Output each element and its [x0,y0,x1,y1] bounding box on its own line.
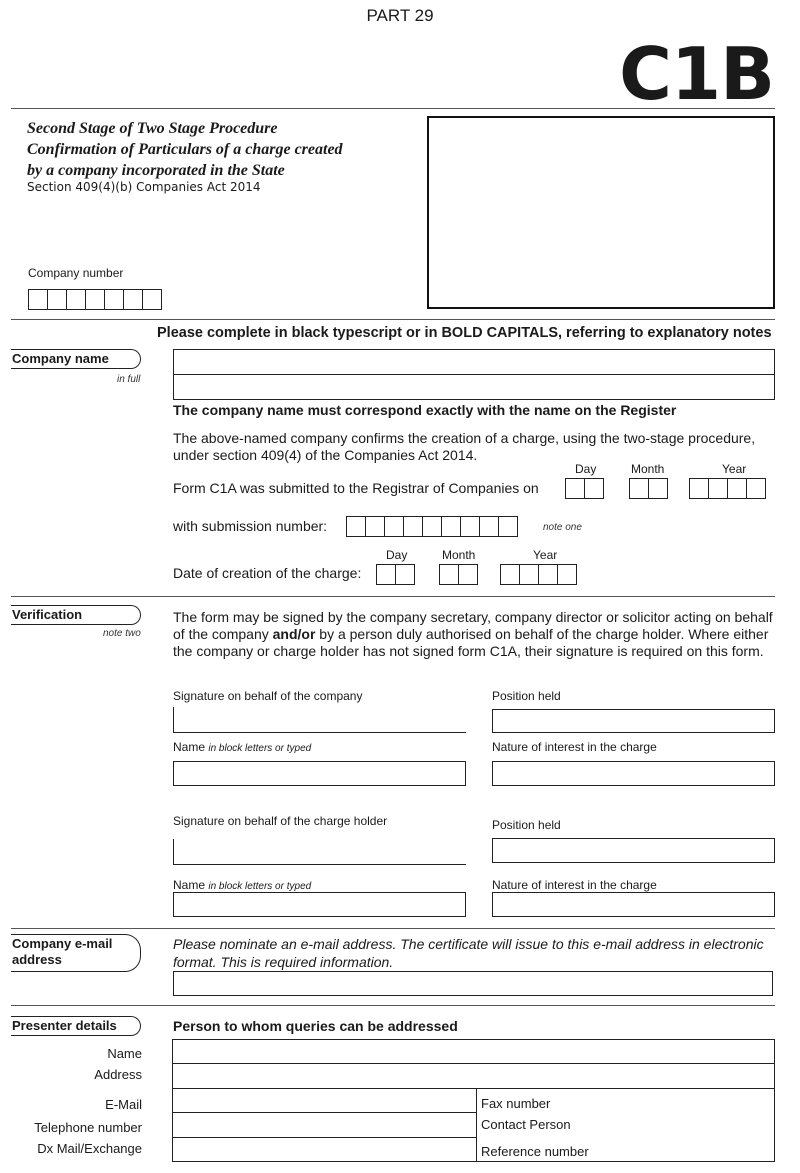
divider [11,1005,775,1006]
name-match-notice: The company name must correspond exactly with the name on the Register [173,402,677,418]
divider [11,928,775,929]
email-tag-line: Company e-mail [12,936,113,951]
section-reference: Section 409(4)(b) Companies Act 2014 [27,180,261,194]
and-or-emphasis: and/or [272,626,316,642]
nature-interest-label: Nature of interest in the charge [492,740,657,754]
company-signature-field[interactable] [173,707,466,733]
presenter-address-field[interactable] [172,1063,775,1089]
in-full-note: in full [117,374,141,385]
form-title [27,118,343,181]
sig-holder-label: Signature on behalf of the charge holder [173,814,388,828]
month-label: Month [631,462,665,476]
nature-interest-label: Nature of interest in the charge [492,878,657,892]
presenter-address-label: Address [94,1067,142,1082]
c1a-day-input[interactable] [565,478,603,499]
name-label [173,878,311,892]
name-note: in block letters or typed [208,881,312,892]
title-line: by a company incorporated in the State [27,162,285,179]
verification-text: The form may be signed by the company secretary, company director or solicitor acting on behalf of the company and/or by a person duly authorised on behalf of the charge holder. Where either the company or charge holder has not signed form C1A, their signature is required on this form. [173,609,773,659]
presenter-name-field[interactable] [172,1039,775,1064]
title-line: Second Stage of Two Stage Procedure [27,120,278,137]
submission-number-input[interactable] [346,516,517,537]
presenter-dx-label: Dx Mail/Exchange [37,1141,142,1156]
creation-month-input[interactable] [439,564,477,585]
email-tag [11,934,141,972]
name-note: in block letters or typed [208,743,312,754]
month-label: Month [442,548,476,562]
confirmation-text: The above-named company confirms the creation of a charge, using the two-stage procedure, under section 409(4) of the Companies Act 2014. [173,430,756,463]
presenter-email-label: E-Mail [105,1097,142,1112]
name-label-text: Name [173,740,206,754]
year-label: Year [722,462,747,476]
company-position-field[interactable] [492,709,775,733]
official-stamp-box [427,116,775,309]
creation-date-label: Date of creation of the charge: [173,565,362,581]
company-nature-interest-field[interactable] [492,761,775,786]
company-number-input[interactable] [28,289,161,310]
c1a-month-input[interactable] [629,478,667,499]
note-one: note one [543,522,582,533]
company-signatory-name-field[interactable] [173,761,466,786]
note-two: note two [103,628,141,639]
presenter-heading: Person to whom queries can be addressed [173,1018,458,1034]
part-label: PART 29 [366,6,434,25]
holder-nature-interest-field[interactable] [492,892,775,917]
form-code: C1B [619,32,774,116]
reference-number-label: Reference number [481,1144,589,1159]
verification-tag: Verification [11,605,141,625]
holder-signature-field[interactable] [173,839,466,865]
day-label: Day [575,462,597,476]
instructions: Please complete in black typescript or in BOLD CAPITALS, referring to explanatory notes [157,325,772,341]
divider [11,108,775,109]
sig-company-label: Signature on behalf of the company [173,689,363,703]
company-name-field-line1[interactable] [173,349,775,375]
c1a-year-input[interactable] [689,478,765,499]
contact-person-label: Contact Person [481,1117,571,1132]
creation-year-input[interactable] [500,564,576,585]
company-name-tag: Company name [11,349,141,369]
name-label-text: Name [173,878,206,892]
position-held-label: Position held [492,818,561,832]
email-instructions: Please nominate an e-mail address. The certificate will issue to this e-mail address in electronic format. This is required information. [173,936,764,970]
divider [11,596,775,597]
presenter-contact-fields[interactable] [172,1088,477,1162]
presenter-tag: Presenter details [11,1016,141,1036]
email-tag-line: address [12,952,62,967]
email-input[interactable] [173,971,773,996]
day-label: Day [386,548,408,562]
fax-label: Fax number [481,1096,551,1111]
submission-number-label: with submission number: [173,518,328,534]
holder-signatory-name-field[interactable] [173,892,466,917]
creation-day-input[interactable] [376,564,414,585]
c1a-submitted-label: Form C1A was submitted to the Registrar of Companies on [173,480,539,496]
holder-position-field[interactable] [492,838,775,863]
company-name-field-line2[interactable] [173,374,775,400]
name-label [173,740,311,754]
title-line: Confirmation of Particulars of a charge created [27,141,343,158]
position-held-label: Position held [492,689,561,703]
year-label: Year [533,548,558,562]
company-number-label: Company number [28,266,124,280]
presenter-telephone-label: Telephone number [34,1120,142,1135]
divider [11,319,775,320]
presenter-name-label: Name [107,1046,142,1061]
